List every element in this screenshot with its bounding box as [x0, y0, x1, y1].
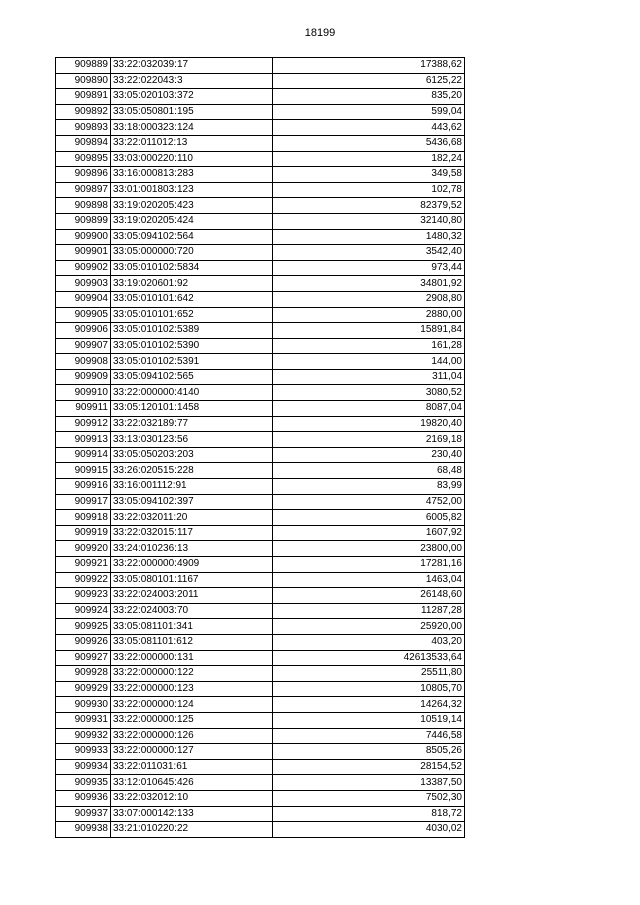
value-cell: 144,00 — [273, 354, 465, 370]
row-number-cell: 909892 — [56, 104, 111, 120]
table-row — [56, 151, 465, 167]
table-row — [56, 525, 465, 541]
row-number-cell: 909936 — [56, 790, 111, 806]
cadastral-number-cell: 33:22:000000:122 — [111, 666, 273, 682]
value-cell: 161,28 — [273, 338, 465, 354]
row-number-cell: 909919 — [56, 525, 111, 541]
row-number-cell: 909935 — [56, 775, 111, 791]
value-cell: 17281,16 — [273, 557, 465, 573]
cadastral-number-cell: 33:22:024003:2011 — [111, 588, 273, 604]
table-row — [56, 369, 465, 385]
row-number-cell: 909922 — [56, 572, 111, 588]
value-cell: 973,44 — [273, 260, 465, 276]
value-cell: 4752,00 — [273, 494, 465, 510]
table-row — [56, 681, 465, 697]
cadastral-number-cell: 33:18:000323:124 — [111, 120, 273, 136]
row-number-cell: 909916 — [56, 479, 111, 495]
table-row — [56, 634, 465, 650]
row-number-cell: 909901 — [56, 245, 111, 261]
cadastral-number-cell: 33:24:010236:13 — [111, 541, 273, 557]
cadastral-number-cell: 33:12:010645:426 — [111, 775, 273, 791]
table-row — [56, 307, 465, 323]
value-cell: 311,04 — [273, 369, 465, 385]
table-row — [56, 588, 465, 604]
value-cell: 32140,80 — [273, 213, 465, 229]
cadastral-number-cell: 33:19:020205:424 — [111, 213, 273, 229]
table-row — [56, 260, 465, 276]
row-number-cell: 909938 — [56, 822, 111, 838]
row-number-cell: 909925 — [56, 619, 111, 635]
table-row — [56, 401, 465, 417]
row-number-cell: 909924 — [56, 603, 111, 619]
table-row — [56, 104, 465, 120]
cadastral-number-cell: 33:05:000000:720 — [111, 245, 273, 261]
value-cell: 4030,02 — [273, 822, 465, 838]
table-row — [56, 385, 465, 401]
value-cell: 1463,04 — [273, 572, 465, 588]
cadastral-number-cell: 33:19:020205:423 — [111, 198, 273, 214]
cadastral-number-cell: 33:05:094102:565 — [111, 369, 273, 385]
table-row — [56, 541, 465, 557]
row-number-cell: 909929 — [56, 681, 111, 697]
row-number-cell: 909930 — [56, 697, 111, 713]
value-cell: 15891,84 — [273, 323, 465, 339]
cadastral-number-cell: 33:05:050203:203 — [111, 447, 273, 463]
cadastral-number-cell: 33:22:032012:10 — [111, 790, 273, 806]
value-cell: 23800,00 — [273, 541, 465, 557]
value-cell: 28154,52 — [273, 759, 465, 775]
value-cell: 8505,26 — [273, 744, 465, 760]
row-number-cell: 909933 — [56, 744, 111, 760]
table-row — [56, 447, 465, 463]
value-cell: 5436,68 — [273, 135, 465, 151]
value-cell: 13387,50 — [273, 775, 465, 791]
table-row — [56, 479, 465, 495]
table-row — [56, 712, 465, 728]
cadastral-number-cell: 33:22:000000:127 — [111, 744, 273, 760]
table-row — [56, 276, 465, 292]
value-cell: 2880,00 — [273, 307, 465, 323]
value-cell: 11287,28 — [273, 603, 465, 619]
row-number-cell: 909920 — [56, 541, 111, 557]
cadastral-number-cell: 33:13:030123:56 — [111, 432, 273, 448]
cadastral-number-cell: 33:05:094102:564 — [111, 229, 273, 245]
value-cell: 26148,60 — [273, 588, 465, 604]
table-row — [56, 463, 465, 479]
table-row — [56, 182, 465, 198]
cadastral-number-cell: 33:05:010101:652 — [111, 307, 273, 323]
row-number-cell: 909913 — [56, 432, 111, 448]
row-number-cell: 909906 — [56, 323, 111, 339]
page-number: 18199 — [304, 27, 336, 39]
value-cell: 2908,80 — [273, 291, 465, 307]
row-number-cell: 909897 — [56, 182, 111, 198]
row-number-cell: 909902 — [56, 260, 111, 276]
value-cell: 230,40 — [273, 447, 465, 463]
value-cell: 34801,92 — [273, 276, 465, 292]
row-number-cell: 909898 — [56, 198, 111, 214]
row-number-cell: 909928 — [56, 666, 111, 682]
cadastral-number-cell: 33:05:081101:341 — [111, 619, 273, 635]
cadastral-number-cell: 33:22:032015:117 — [111, 525, 273, 541]
value-cell: 25511,80 — [273, 666, 465, 682]
row-number-cell: 909915 — [56, 463, 111, 479]
table-row — [56, 338, 465, 354]
row-number-cell: 909927 — [56, 650, 111, 666]
cadastral-number-cell: 33:22:032011:20 — [111, 510, 273, 526]
cadastral-number-cell: 33:16:000813:283 — [111, 167, 273, 183]
row-number-cell: 909891 — [56, 89, 111, 105]
table-row — [56, 790, 465, 806]
table-row — [56, 291, 465, 307]
row-number-cell: 909889 — [56, 58, 111, 74]
cadastral-number-cell: 33:05:094102:397 — [111, 494, 273, 510]
row-number-cell: 909903 — [56, 276, 111, 292]
value-cell: 10519,14 — [273, 712, 465, 728]
row-number-cell: 909909 — [56, 369, 111, 385]
row-number-cell: 909894 — [56, 135, 111, 151]
table-row — [56, 323, 465, 339]
value-cell: 42613533,64 — [273, 650, 465, 666]
row-number-cell: 909914 — [56, 447, 111, 463]
row-number-cell: 909921 — [56, 557, 111, 573]
value-cell: 3542,40 — [273, 245, 465, 261]
table-body — [56, 58, 465, 838]
cadastral-number-cell: 33:26:020515:228 — [111, 463, 273, 479]
value-cell: 8087,04 — [273, 401, 465, 417]
row-number-cell: 909893 — [56, 120, 111, 136]
cadastral-number-cell: 33:22:000000:4140 — [111, 385, 273, 401]
value-cell: 403,20 — [273, 634, 465, 650]
value-cell: 443,62 — [273, 120, 465, 136]
row-number-cell: 909896 — [56, 167, 111, 183]
value-cell: 7446,58 — [273, 728, 465, 744]
table-row — [56, 89, 465, 105]
value-cell: 818,72 — [273, 806, 465, 822]
cadastral-number-cell: 33:05:080101:1167 — [111, 572, 273, 588]
value-cell: 102,78 — [273, 182, 465, 198]
row-number-cell: 909937 — [56, 806, 111, 822]
value-cell: 3080,52 — [273, 385, 465, 401]
table-row — [56, 572, 465, 588]
value-cell: 2169,18 — [273, 432, 465, 448]
cadastral-number-cell: 33:22:000000:125 — [111, 712, 273, 728]
cadastral-number-cell: 33:22:000000:4909 — [111, 557, 273, 573]
table-row — [56, 744, 465, 760]
cadastral-number-cell: 33:22:011012:13 — [111, 135, 273, 151]
table-row — [56, 759, 465, 775]
row-number-cell: 909899 — [56, 213, 111, 229]
row-number-cell: 909904 — [56, 291, 111, 307]
cadastral-number-cell: 33:22:011031:61 — [111, 759, 273, 775]
table-row — [56, 58, 465, 74]
row-number-cell: 909900 — [56, 229, 111, 245]
cadastral-number-cell: 33:05:050801:195 — [111, 104, 273, 120]
row-number-cell: 909932 — [56, 728, 111, 744]
value-cell: 68,48 — [273, 463, 465, 479]
table-row — [56, 245, 465, 261]
value-cell: 6005,82 — [273, 510, 465, 526]
cadastral-number-cell: 33:05:020103:372 — [111, 89, 273, 105]
row-number-cell: 909917 — [56, 494, 111, 510]
cadastral-number-cell: 33:05:120101:1458 — [111, 401, 273, 417]
value-cell: 83,99 — [273, 479, 465, 495]
row-number-cell: 909895 — [56, 151, 111, 167]
cadastral-number-cell: 33:05:010102:5834 — [111, 260, 273, 276]
table-row — [56, 822, 465, 838]
table-row — [56, 494, 465, 510]
row-number-cell: 909890 — [56, 73, 111, 89]
row-number-cell: 909911 — [56, 401, 111, 417]
table-row — [56, 198, 465, 214]
table-row — [56, 775, 465, 791]
value-cell: 19820,40 — [273, 416, 465, 432]
cadastral-number-cell: 33:05:010102:5390 — [111, 338, 273, 354]
cadastral-number-cell: 33:05:010101:642 — [111, 291, 273, 307]
table-row — [56, 603, 465, 619]
row-number-cell: 909907 — [56, 338, 111, 354]
table-row — [56, 697, 465, 713]
cadastral-number-cell: 33:03:000220:110 — [111, 151, 273, 167]
table-row — [56, 806, 465, 822]
row-number-cell: 909908 — [56, 354, 111, 370]
table-row — [56, 416, 465, 432]
table-row — [56, 167, 465, 183]
value-cell: 17388,62 — [273, 58, 465, 74]
value-cell: 25920,00 — [273, 619, 465, 635]
value-cell: 1607,92 — [273, 525, 465, 541]
cadastral-number-cell: 33:22:000000:124 — [111, 697, 273, 713]
row-number-cell: 909934 — [56, 759, 111, 775]
cadastral-number-cell: 33:22:032039:17 — [111, 58, 273, 74]
cadastral-number-cell: 33:22:000000:126 — [111, 728, 273, 744]
cadastral-number-cell: 33:05:081101:612 — [111, 634, 273, 650]
row-number-cell: 909905 — [56, 307, 111, 323]
table-row — [56, 510, 465, 526]
cadastral-number-cell: 33:22:000000:131 — [111, 650, 273, 666]
table-row — [56, 432, 465, 448]
cadastral-number-cell: 33:07:000142:133 — [111, 806, 273, 822]
table-row — [56, 120, 465, 136]
value-cell: 6125,22 — [273, 73, 465, 89]
cadastral-value-table — [55, 57, 465, 838]
table-row — [56, 229, 465, 245]
cadastral-number-cell: 33:22:032189:77 — [111, 416, 273, 432]
value-cell: 182,24 — [273, 151, 465, 167]
table-row — [56, 135, 465, 151]
value-cell: 599,04 — [273, 104, 465, 120]
value-cell: 82379,52 — [273, 198, 465, 214]
cadastral-number-cell: 33:16:001112:91 — [111, 479, 273, 495]
cadastral-number-cell: 33:05:010102:5389 — [111, 323, 273, 339]
row-number-cell: 909912 — [56, 416, 111, 432]
table-row — [56, 650, 465, 666]
value-cell: 835,20 — [273, 89, 465, 105]
value-cell: 7502,30 — [273, 790, 465, 806]
row-number-cell: 909931 — [56, 712, 111, 728]
table-row — [56, 666, 465, 682]
value-cell: 1480,32 — [273, 229, 465, 245]
cadastral-number-cell: 33:21:010220:22 — [111, 822, 273, 838]
row-number-cell: 909923 — [56, 588, 111, 604]
table-row — [56, 354, 465, 370]
row-number-cell: 909910 — [56, 385, 111, 401]
table-row — [56, 213, 465, 229]
table-row — [56, 557, 465, 573]
cadastral-number-cell: 33:05:010102:5391 — [111, 354, 273, 370]
cadastral-number-cell: 33:22:000000:123 — [111, 681, 273, 697]
cadastral-number-cell: 33:01:001803:123 — [111, 182, 273, 198]
cadastral-number-cell: 33:22:022043:3 — [111, 73, 273, 89]
row-number-cell: 909918 — [56, 510, 111, 526]
value-cell: 14264,32 — [273, 697, 465, 713]
table-row — [56, 73, 465, 89]
cadastral-number-cell: 33:19:020601:92 — [111, 276, 273, 292]
row-number-cell: 909926 — [56, 634, 111, 650]
value-cell: 10805,70 — [273, 681, 465, 697]
cadastral-number-cell: 33:22:024003:70 — [111, 603, 273, 619]
table-row — [56, 728, 465, 744]
value-cell: 349,58 — [273, 167, 465, 183]
table-row — [56, 619, 465, 635]
